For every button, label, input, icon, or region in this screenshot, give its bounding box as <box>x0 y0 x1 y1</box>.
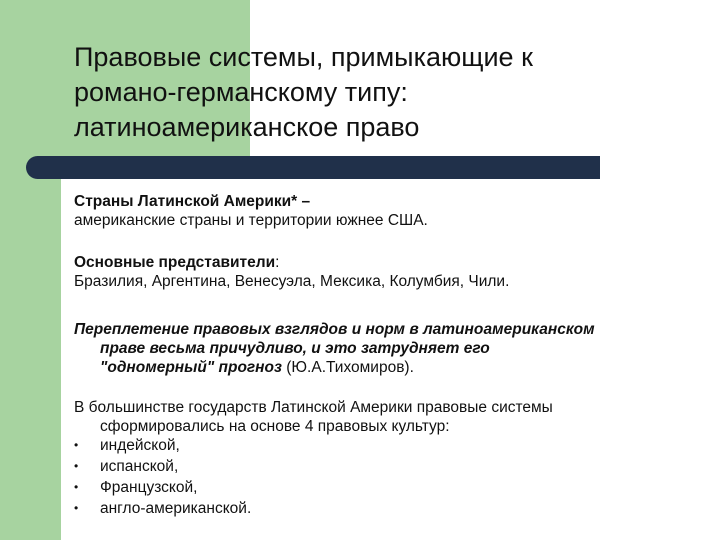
bullet-icon: • <box>74 438 79 452</box>
list-item <box>74 478 553 499</box>
interweaving-citation: (Ю.А.Тихомиров). <box>281 359 414 376</box>
paragraph-interweaving <box>74 320 595 377</box>
countries-definition: американские страны и территории южнее США. <box>74 212 428 229</box>
representatives-list: Бразилия, Аргентина, Венесуэла, Мексика, Колумбия, Чили. <box>74 273 510 290</box>
countries-heading: Страны Латинской Америки* – <box>74 193 311 210</box>
interweaving-forecast: "одномерный" прогноз <box>100 359 282 376</box>
culture-french: Французской, <box>100 479 198 496</box>
paragraph-representatives <box>74 253 509 291</box>
bullet-icon: • <box>74 501 79 515</box>
list-item <box>74 499 553 520</box>
title-line-1: Правовые системы, примыкающие к <box>74 42 533 72</box>
culture-spanish: испанской, <box>100 458 179 475</box>
culture-indigenous: индейской, <box>100 437 180 454</box>
cultures-list <box>74 436 553 520</box>
culture-anglo-american: англо-американской. <box>100 500 252 517</box>
interweaving-line-2: праве весьма причудливо, и это затрудняет его <box>100 340 490 357</box>
slide-title <box>74 40 704 145</box>
bullet-icon: • <box>74 480 79 494</box>
title-divider-bar <box>26 156 600 179</box>
cultures-line-2: сформировались на основе 4 правовых культур: <box>100 418 450 435</box>
title-line-3: латиноамериканское право <box>74 112 420 142</box>
bullet-icon: • <box>74 459 79 473</box>
paragraph-legal-cultures <box>74 398 553 520</box>
interweaving-line-1: Переплетение правовых взглядов и норм в латиноамериканском <box>74 321 595 338</box>
representatives-heading: Основные представители <box>74 254 276 271</box>
paragraph-countries <box>74 192 428 230</box>
cultures-line-1: В большинстве государств Латинской Америки правовые системы <box>74 399 553 416</box>
list-item <box>74 436 553 457</box>
title-line-2: романо-германскому типу: <box>74 77 408 107</box>
list-item <box>74 457 553 478</box>
representatives-colon: : <box>275 254 280 271</box>
